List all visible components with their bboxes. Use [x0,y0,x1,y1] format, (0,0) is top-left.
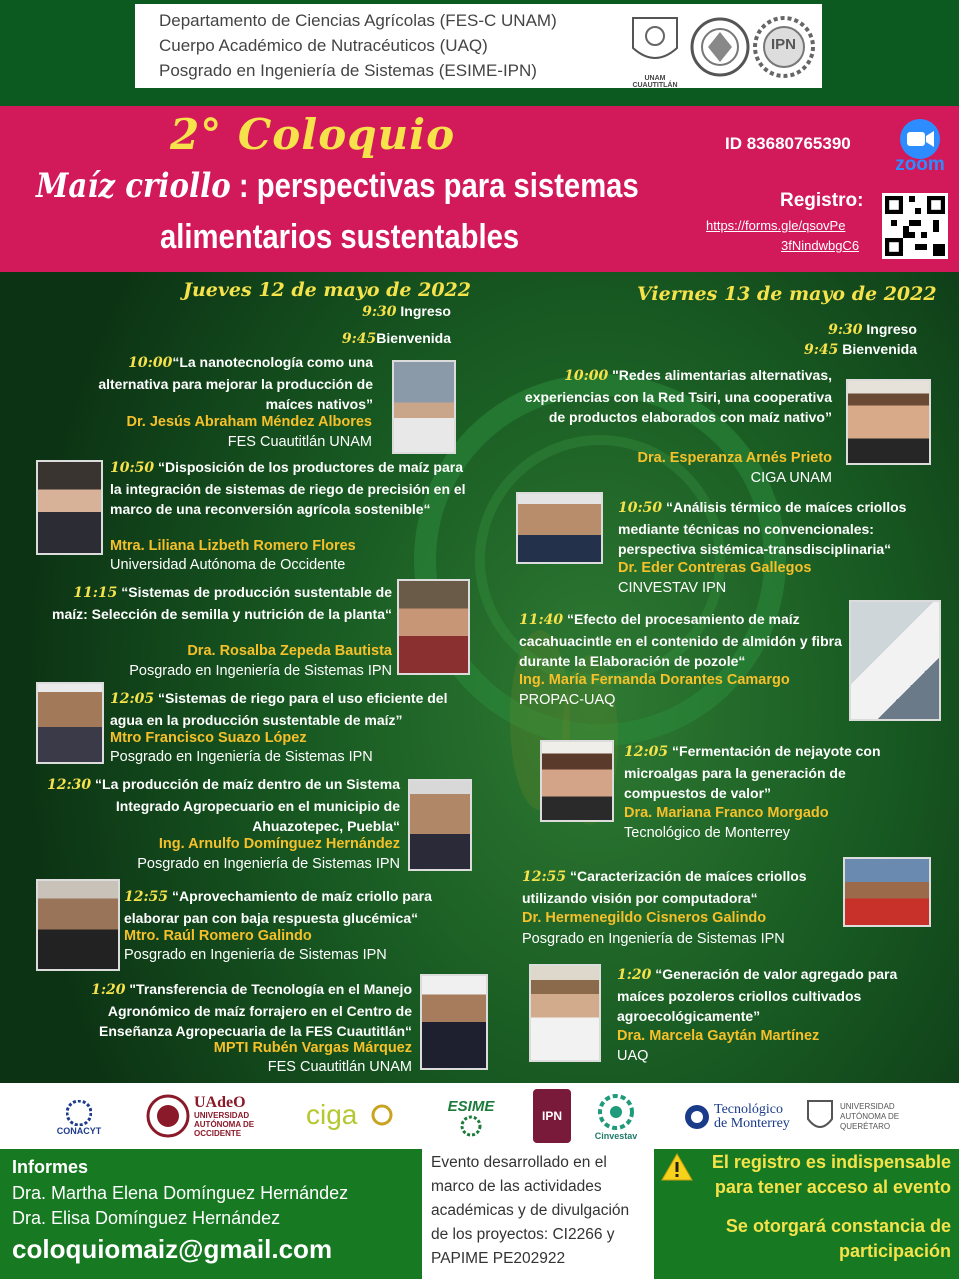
tec-monterrey-logo [684,1097,802,1137]
speaker-affiliation: Posgrado en Ingeniería de Sistemas IPN [110,749,373,765]
cinvestav-icon [597,1093,635,1131]
constancia-note: Se otorgará constancia de [725,1216,951,1236]
contact-name: Dra. Martha Elena Domínguez Hernández [12,1183,349,1203]
speaker-photo [540,740,614,822]
talk-time: 1:20 [617,967,652,983]
speaker-affiliation: Posgrado en Ingeniería de Sistemas IPN [522,931,785,947]
organizer-line: Departamento de Ciencias Agrícolas (FES-C UNAM) [159,11,557,30]
talk-title [110,457,470,520]
speaker-name: Ing. María Fernanda Dorantes Camargo [519,672,790,688]
thursday-date: Jueves 12 de mayo de 2022 [183,279,471,301]
speaker-name: Dr. Hermenegildo Cisneros Galindo [522,910,767,926]
talk-time: 12:55 [522,869,567,885]
talk-title [519,609,844,672]
contact-name: Dra. Elisa Domínguez Hernández [12,1208,281,1228]
speaker-name: Dr. Eder Contreras Gallegos [618,560,812,576]
talk-title-text: "Redes alimentarias alternativas, experiencias con la Red Tsiri, una cooperativa de productos elaborados con maíz nativo” [524,367,832,425]
talk-title-text: “Disposición de los productores de maíz para la integración de sistemas de riego de precisión en el marco de una reconversión agrícola sostenible“ [110,459,466,517]
speaker-affiliation: FES Cuautitlán UNAM [267,1059,412,1075]
talk-title-text: “Sistemas de riego para el uso eficiente del agua en la producción sustentable de maíz” [110,690,448,728]
uadeo-name: UAdeO [194,1093,246,1111]
speaker-photo [408,779,472,871]
unam-seal-icon [627,12,683,70]
talk-title [45,582,392,624]
qr-code[interactable] [882,193,948,259]
talk-title [617,964,937,1027]
talk-title [40,979,412,1042]
unam-seal-text: UNAM CUAUTITLÁN [632,75,678,89]
speaker-photo [516,492,603,564]
talk-title-text: "Transferencia de Tecnología en el Manejo Agronómico de maíz forrajero en el Centro de Enseñanza Agropecuaria de la FES Cuautitlán“ [99,981,412,1039]
uaq-line: QUERÉTARO [840,1122,891,1131]
uadeo-line: AUTÓNOMA DE [194,1119,255,1129]
organizer-line: Posgrado en Ingeniería de Sistemas (ESIME-IPN) [159,61,537,80]
ingreso-label: Ingreso [396,303,451,319]
event-info-box [422,1149,654,1279]
talk-time: 10:00 [128,355,173,371]
talk-title-text: “Generación de valor agregado para maíces pozoleros criollos cultivados agroecológicamente” [617,966,898,1024]
qr-code-icon [885,196,945,256]
talk-time: 11:15 [73,585,118,601]
talk-time: 12:05 [110,691,155,707]
registro-link-continued[interactable]: 3fNindwbgC6 [781,238,860,253]
talk-title-text: “Fermentación de nejayote con microalgas para la generación de compuestos de valor” [624,743,881,801]
speaker-name: Dra. Mariana Franco Morgado [624,805,829,821]
uadeo-line: UNIVERSIDAD [194,1110,250,1120]
event-number-title: 2° Coloquio [170,110,456,159]
ipn-text: IPN [541,1109,562,1123]
title-highlight: Maíz criollo [36,166,231,206]
friday-ingreso [828,321,917,338]
talk-title-text: “Caracterización de maíces criollos utilizando visión por computadora“ [522,868,807,906]
speaker-name: Dra. Esperanza Arnés Prieto [637,450,832,466]
uaq-logo [806,1095,926,1139]
speaker-affiliation: CINVESTAV IPN [618,580,727,596]
speaker-affiliation: FES Cuautitlán UNAM [227,434,372,450]
speaker-affiliation: Posgrado en Ingeniería de Sistemas IPN [124,947,387,963]
speaker-photo [36,879,120,971]
ingreso-time: 9:30 [362,304,397,320]
ipn-seal-text: IPN [771,36,797,53]
speaker-affiliation: UAQ [617,1048,649,1064]
talk-time: 10:50 [618,500,663,516]
speaker-name: Ing. Arnulfo Domínguez Hernández [158,836,400,852]
speaker-photo [392,360,456,454]
ingreso-label: Ingreso [862,321,917,337]
registro-warning: para tener acceso al evento [714,1177,951,1197]
tec-name: Tecnológico [714,1102,783,1117]
speaker-name: Mtra. Liliana Lizbeth Romero Flores [110,538,356,554]
thursday-bienvenida [342,330,451,347]
zoom-meeting-id: ID 83680765390 [725,134,851,153]
esime-gear-icon [451,1115,491,1137]
conacyt-logo [44,1095,114,1141]
friday-date: Viernes 13 de mayo de 2022 [637,283,937,305]
ciga-logo [306,1095,406,1135]
ipn-seal [753,14,815,80]
talk-title-text: “La nanotecnología como una alternativa para mejorar la producción de maíces nativos” [98,354,373,412]
talk-title [30,774,400,837]
speaker-name: Dra. Rosalba Zepeda Bautista [187,643,392,659]
bienvenida-label: Bienvenida [376,330,451,346]
informes-title: Informes [12,1157,89,1177]
event-info-line: marco de las actividades [431,1178,602,1195]
title-rest: : perspectivas para sistemas [230,167,639,205]
speaker-photo [397,579,470,675]
thursday-ingreso [362,303,451,320]
uaq-shield-icon [806,1099,834,1135]
talk-time: 12:55 [124,889,169,905]
friday-bienvenida [804,341,917,358]
speaker-name: Mtro. Raúl Romero Galindo [124,928,312,944]
talk-time: 12:05 [624,744,669,760]
talk-title-text: “La producción de maíz dentro de un Sistema Integrado Agropecuario en el municipio de Ahuazotepec, Puebla“ [91,776,400,834]
speaker-photo [849,600,941,721]
event-info-line: de los proyectos: CI2266 y [431,1226,615,1243]
talk-time: 1:20 [91,982,126,998]
uadeo-seal-icon [146,1094,190,1138]
talk-time: 11:40 [519,612,564,628]
talk-title [55,352,373,415]
registro-link[interactable]: https://forms.gle/qsovPe [706,218,846,233]
cinvestav-text: Cinvestav [594,1131,638,1141]
speaker-photo [420,974,488,1070]
uaq-line: AUTÓNOMA DE [840,1112,900,1121]
conacyt-icon [66,1100,92,1126]
constancia-note: participación [838,1241,951,1261]
talk-title-text: “Efecto del procesamiento de maíz cacahuacintle en el contenido de almidón y fibra durante la Elaboración de pozole“ [519,611,842,669]
speaker-photo [36,460,103,555]
speaker-photo [36,682,104,764]
uadeo-logo [146,1091,266,1141]
talk-title [110,688,470,730]
talk-time: 10:00 [564,368,609,384]
uadeo-line: OCCIDENTE [194,1128,242,1138]
speaker-affiliation: Tecnológico de Monterrey [624,825,791,841]
speaker-name: MPTI Rubén Vargas Márquez [213,1040,412,1056]
speaker-name: Dra. Marcela Gaytán Martínez [617,1028,820,1044]
contact-email[interactable]: coloquiomaiz@gmail.com [12,1234,333,1264]
organizers-box [135,4,822,88]
bienvenida-time: 9:45 [341,331,377,347]
warning-icon [660,1152,694,1182]
speaker-photo [846,379,931,465]
tec-name-2: de Monterrey [714,1116,790,1131]
zoom-word: zoom [895,154,945,175]
speaker-affiliation: Posgrado en Ingeniería de Sistemas IPN [129,663,392,679]
conacyt-text: CONACYT [56,1126,102,1136]
bienvenida-label: Bienvenida [838,341,917,357]
talk-title-text: “Aprovechamiento de maíz criollo para elaborar pan con baja respuesta glucémica“ [124,888,432,926]
speaker-photo [529,964,601,1062]
ciga-text: ciga [306,1099,358,1130]
event-title-line-2: alimentarios sustentables [160,218,520,256]
event-title-line-1 [36,166,639,206]
speaker-affiliation: PROPAC-UAQ [519,692,616,708]
uaq-line: UNIVERSIDAD [840,1102,895,1111]
talk-time: 12:30 [47,777,92,793]
speaker-affiliation: Posgrado en Ingeniería de Sistemas IPN [137,856,400,872]
speaker-affiliation: CIGA UNAM [750,470,832,486]
talk-title [510,365,832,428]
speaker-affiliation: Universidad Autónoma de Occidente [110,557,346,573]
talk-title-text: “Análisis térmico de maíces criollos mediante técnicas no convencionales: perspectiva sistémica-transdisciplinaria“ [618,499,907,557]
bienvenida-time: 9:45 [804,342,839,358]
ipn-logo [533,1089,571,1143]
unam-seal [627,12,683,89]
cinvestav-logo [588,1089,644,1145]
talk-title-text: “Sistemas de producción sustentable de maíz: Selección de semilla y nutrición de la planta“ [52,584,392,622]
speaker-photo [843,857,931,927]
registro-warning: El registro es indispensable [711,1152,951,1172]
sponsor-logos [0,1083,959,1149]
talk-title [624,741,924,804]
ingreso-time: 9:30 [828,322,863,338]
registro-label: Registro: [780,190,864,211]
talk-title [618,497,948,560]
event-info-line: PAPIME PE202922 [431,1250,566,1267]
talk-title [522,866,842,908]
event-info-line: Evento desarrollado en el [431,1154,607,1171]
talk-title [124,886,454,928]
organizer-line: Cuerpo Académico de Nutracéuticos (UAQ) [159,36,488,55]
esime-text: ESIME [447,1097,495,1115]
tec-shield-icon [684,1104,710,1130]
zoom-logo [890,118,950,174]
talk-time: 10:50 [110,460,155,476]
ciga-circle-icon [371,1104,393,1126]
esime-logo [440,1093,502,1141]
speaker-name: Dr. Jesús Abraham Méndez Albores [126,414,372,430]
speaker-name: Mtro Francisco Suazo López [110,730,307,746]
uaq-seal-icon [690,12,750,82]
event-info-line: académicas y de divulgación [431,1202,630,1219]
